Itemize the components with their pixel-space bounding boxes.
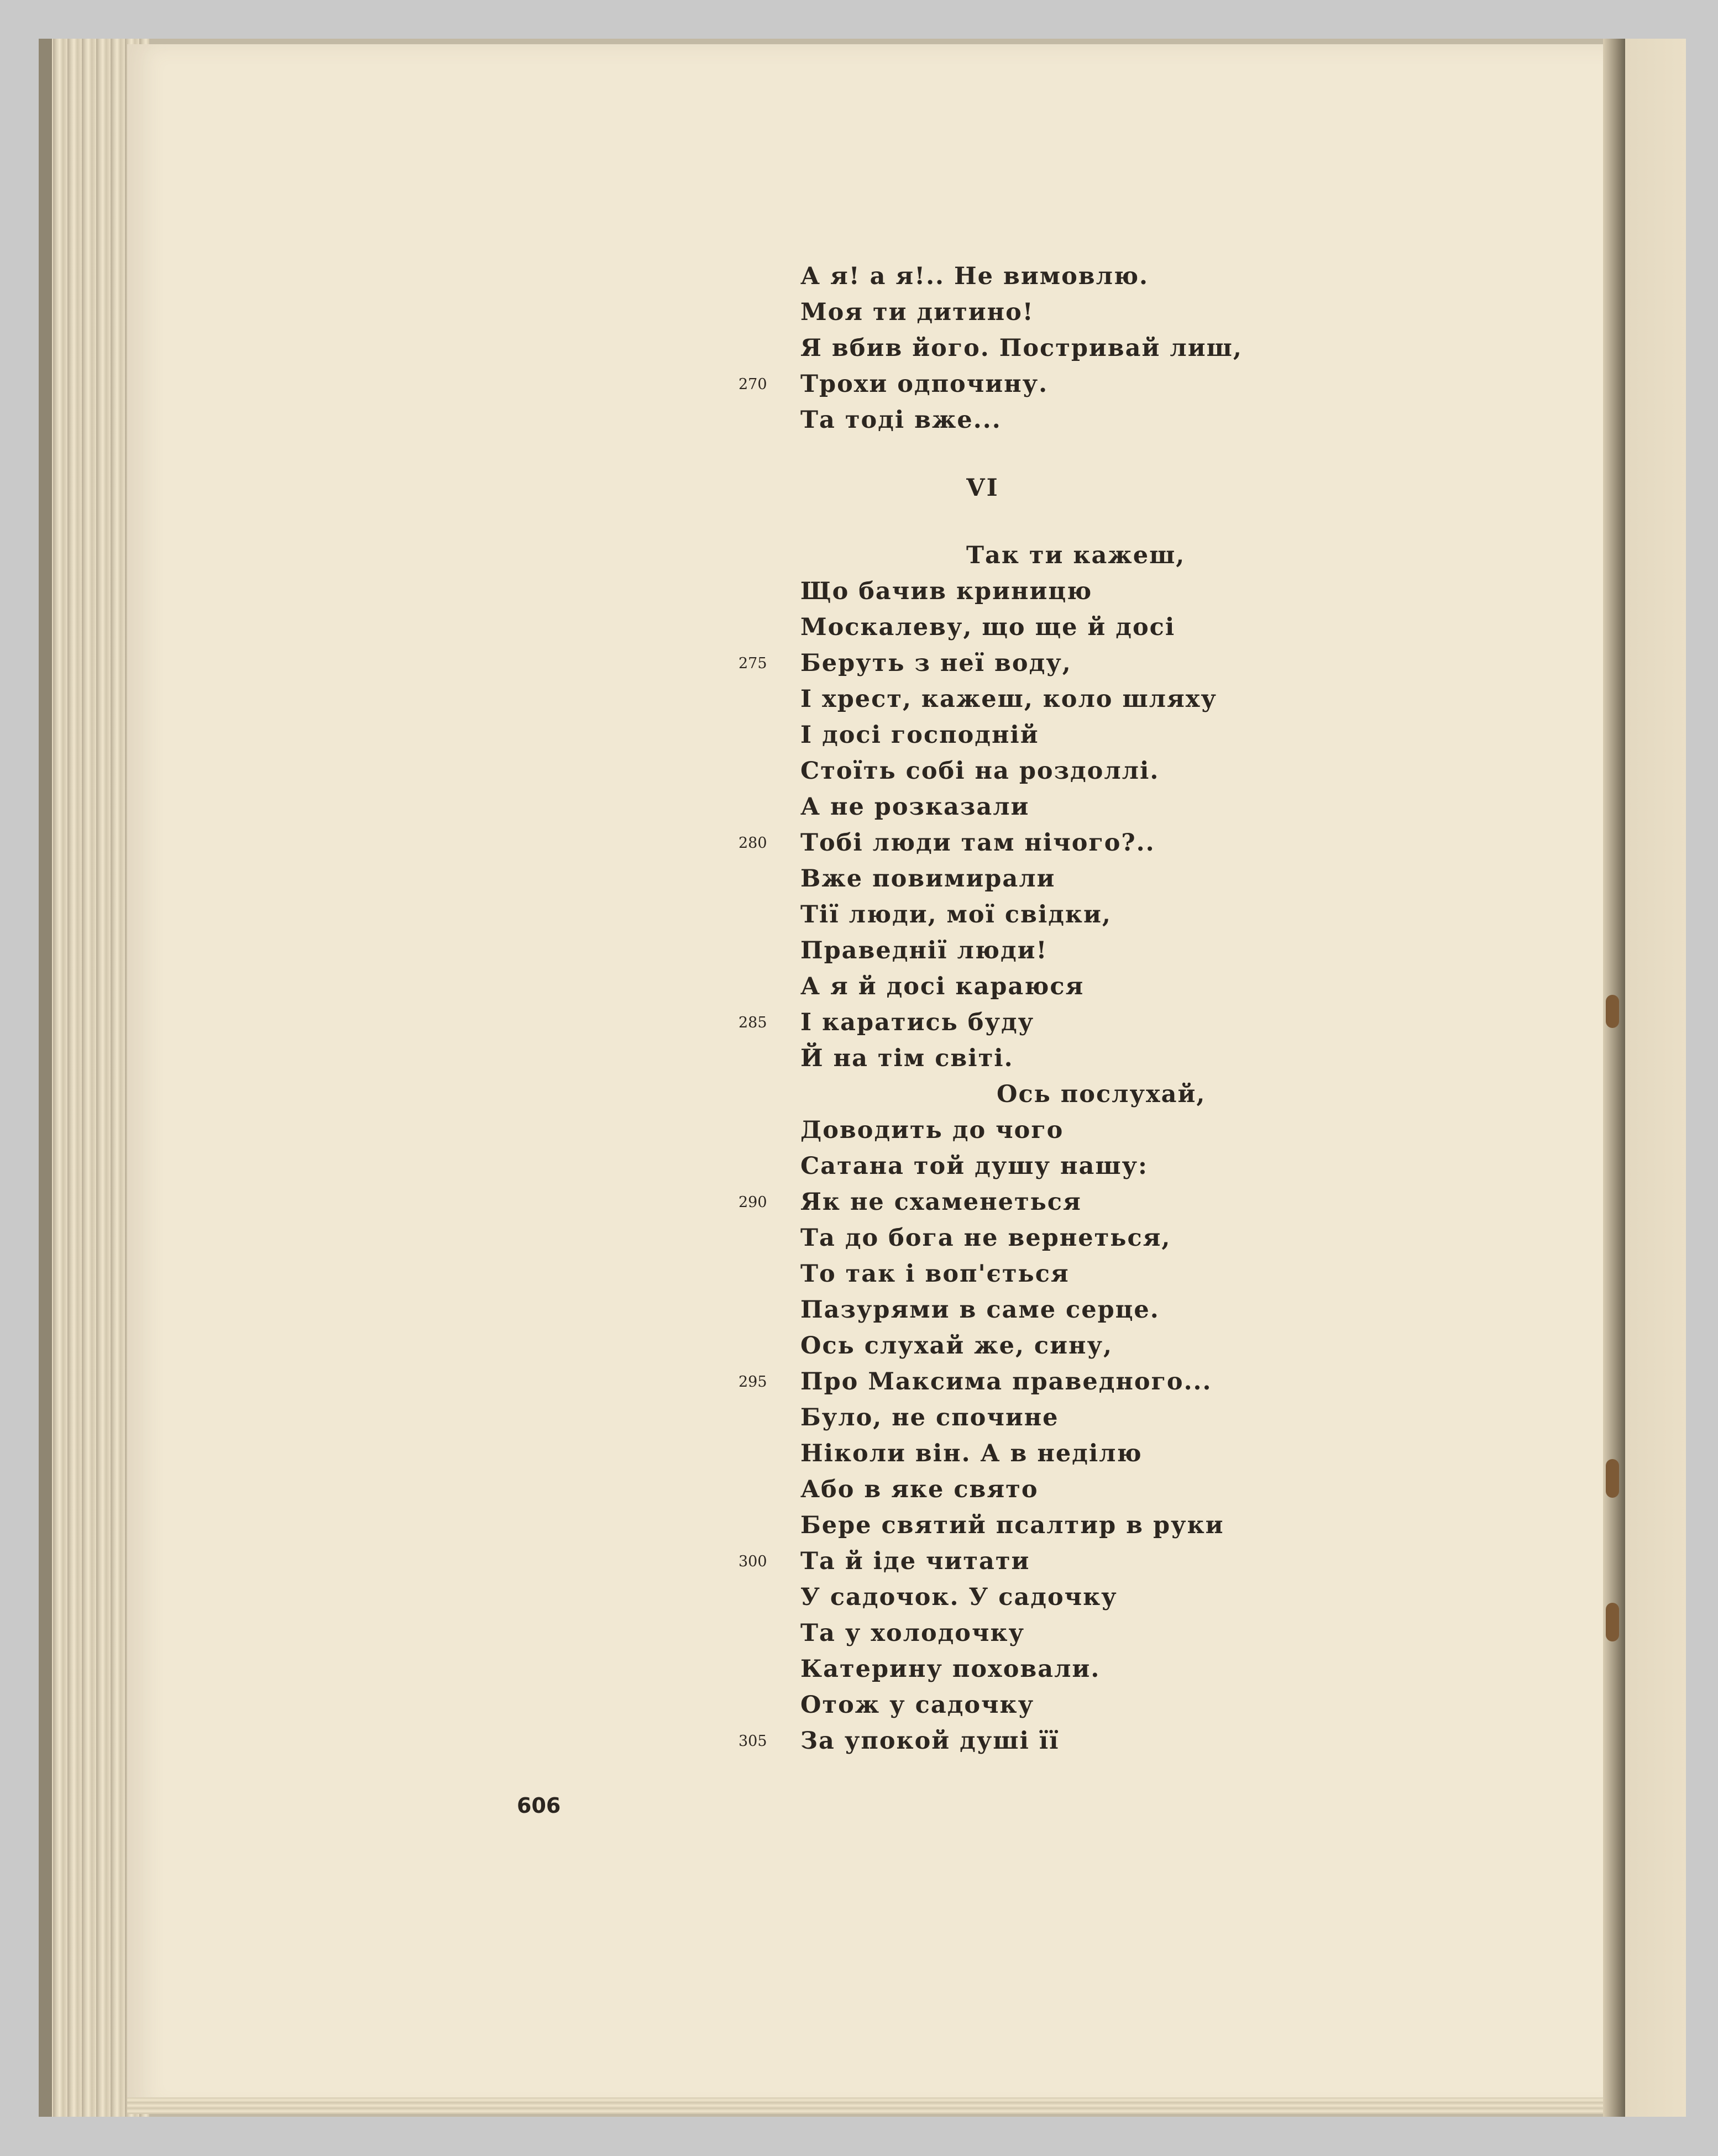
line-text: Ніколи він. А в неділю [800,1440,1143,1467]
line-text: Катерину поховали. [800,1655,1101,1683]
line-text: Трохи одпочину. [800,370,1049,398]
line-number: 285 [738,1014,767,1031]
poem-line [738,366,1221,402]
line-text: І каратись буду [800,1009,1035,1036]
line-text: Пазурями в саме серце. [800,1296,1160,1324]
poem-line [800,1220,1221,1256]
line-text: Бере святий псалтир в руки [800,1512,1224,1539]
line-number: 300 [738,1553,767,1570]
line-text: Та й іде читати [800,1548,1030,1575]
line-number: 270 [738,376,767,393]
line-text: Ось послухай, [997,1080,1206,1108]
line-text: А я! а я!.. Не вимовлю. [800,263,1149,290]
line-text: Та до бога не вернеться, [800,1224,1171,1252]
line-text: І досі господній [800,721,1039,749]
poem-line [800,969,1221,1005]
poem-line [738,1544,1221,1580]
poem-line [800,1328,1221,1364]
poem-line [800,1400,1221,1436]
line-text: Тії люди, мої свідки, [800,901,1112,929]
poem-line [800,538,1221,574]
poem-line [800,1041,1221,1077]
line-text: Москалеву, що ще й досі [800,613,1176,641]
book-gutter [1603,39,1625,2117]
poem-line [800,402,1221,438]
poem-line [800,933,1221,969]
facing-page [1625,39,1686,2117]
poem-line [800,610,1221,646]
poem-line [738,825,1221,861]
line-text: За упокой душі її [800,1727,1060,1755]
line-text: У садочок. У садочку [800,1583,1118,1611]
line-text: Вже повимирали [800,865,1056,893]
line-text: Стоїть собі на роздоллі. [800,757,1160,785]
line-text: Отож у садочку [800,1691,1035,1719]
poem-line [800,574,1221,610]
line-text: То так і воп'ється [800,1260,1070,1288]
poem-line [800,1472,1221,1508]
line-text: Праведнії люди! [800,937,1048,964]
line-text: Тобі люди там нічого?.. [800,829,1155,857]
page-number: 606 [517,1793,561,1818]
poem-line [800,1256,1221,1292]
line-text: Беруть з неї воду, [800,649,1072,677]
poem-line [800,1292,1221,1328]
binding-clip [1606,995,1619,1028]
line-number: 290 [738,1194,767,1211]
line-text: Було, не спочине [800,1404,1059,1431]
line-number: 275 [738,655,767,672]
poem-line [738,1005,1221,1041]
poem-text [738,259,1243,1759]
line-text: Доводить до чого [800,1116,1064,1144]
line-text: Про Максима праведного... [800,1368,1212,1396]
binding-clip [1606,1459,1619,1498]
poem-line [800,1113,1221,1148]
poem-line [800,1580,1221,1615]
line-text: Та у холодочку [800,1619,1025,1647]
poem-line [800,1148,1221,1184]
line-text: Й на тім світі. [800,1045,1014,1072]
line-text: Ось слухай же, сину, [800,1332,1113,1360]
poem-line [800,295,1221,331]
line-text: А я й досі караюся [800,973,1085,1000]
line-number: 305 [738,1733,767,1750]
line-text: І хрест, кажеш, коло шляху [800,685,1217,713]
poem-line [800,1436,1221,1472]
line-text: Я вбив його. Постривай лиш, [800,334,1243,362]
poem-line [738,1364,1221,1400]
line-text: Що бачив криницю [800,578,1093,605]
poem-line [800,753,1221,789]
page-bottom-edge [127,2097,1609,2114]
poem-line [800,1508,1224,1544]
poem-line [800,259,1221,295]
line-text: Моя ти дитино! [800,298,1034,326]
section-heading: VI [966,474,999,502]
poem-line [738,1184,1221,1220]
poem-line [738,646,1221,681]
poem-line [800,331,1243,366]
poem-line [800,897,1221,933]
poem-line [738,1723,1221,1759]
line-number: 280 [738,835,767,852]
poem-line [800,789,1221,825]
poem-line [800,1651,1221,1687]
poem-line [800,861,1221,897]
poem-line [800,681,1221,717]
line-text: Та тоді вже... [800,406,1002,434]
poem-line [800,1615,1221,1651]
poem-line [800,717,1221,753]
poem-line [800,1687,1221,1723]
line-text: Так ти кажеш, [966,542,1186,569]
line-text: А не розказали [800,793,1030,821]
poem-line [800,1077,1221,1113]
line-number: 295 [738,1373,767,1391]
binding-clip [1606,1603,1619,1641]
line-text: Як не схаменеться [800,1188,1082,1216]
line-text: Або в яке свято [800,1476,1039,1503]
line-text: Сатана той душу нашу: [800,1152,1148,1180]
